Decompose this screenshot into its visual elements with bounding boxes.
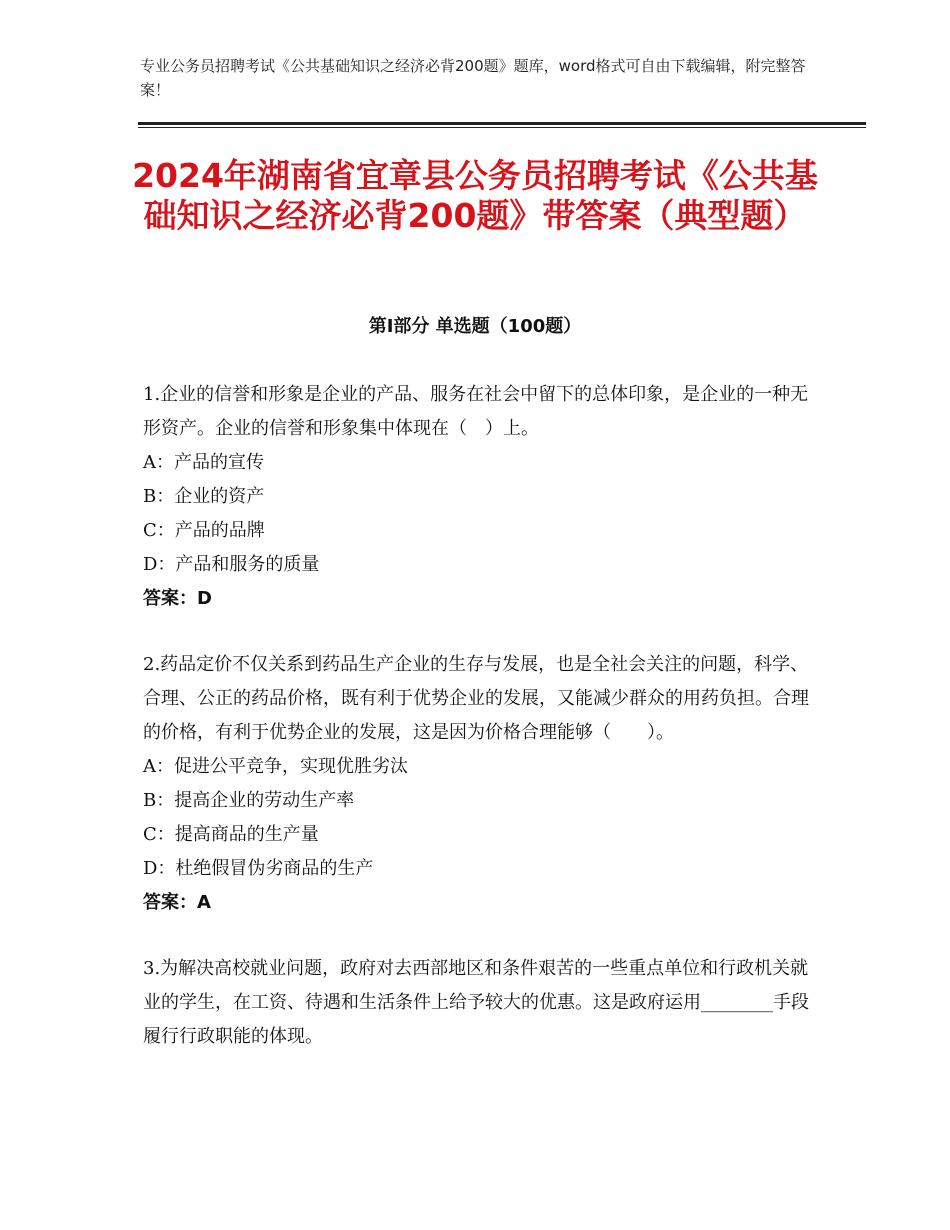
document-title: 2024年湖南省宜章县公务员招聘考试《公共基础知识之经济必背200题》带答案（典型题） (132, 156, 818, 235)
question-3 (143, 952, 813, 1054)
option-c: C：产品的品牌 (143, 520, 265, 541)
header-note: 专业公务员招聘考试《公共基础知识之经济必背200题》题库，word格式可自由下载编辑，附完整答案！ (140, 57, 806, 99)
question-2 (143, 648, 813, 920)
section-title: 第Ⅰ部分 单选题（100题） (368, 316, 582, 337)
answer: 答案：A (143, 892, 211, 913)
option-a: A：产品的宣传 (143, 452, 264, 473)
option-a: A：促进公平竞争，实现优胜劣汰 (143, 756, 408, 777)
answer: 答案：D (143, 588, 212, 609)
question-stem: 2.药品定价不仅关系到药品生产企业的生存与发展，也是全社会关注的问题，科学、合理、公正的药品价格，既有利于优势企业的发展，又能减少群众的用药负担。合理的价格，有利于优势企业的发展，这是因为价格合理能够（ ）。 (143, 654, 809, 743)
question-stem: 1.企业的信誉和形象是企业的产品、服务在社会中留下的总体印象，是企业的一种无形资产。企业的信誉和形象集中体现在（ ）上。 (143, 384, 809, 439)
question-list (143, 378, 813, 1086)
option-b: B：提高企业的劳动生产率 (143, 790, 355, 811)
option-d: D：杜绝假冒伪劣商品的生产 (143, 858, 374, 879)
question-1 (143, 378, 813, 616)
option-d: D：产品和服务的质量 (143, 554, 320, 575)
option-c: C：提高商品的生产量 (143, 824, 319, 845)
question-stem: 3.为解决高校就业问题，政府对去西部地区和条件艰苦的一些重点单位和行政机关就业的学生，在工资、待遇和生活条件上给予较大的优惠。这是政府运用________手段履行行政职能的体现。 (143, 958, 809, 1047)
option-b: B：企业的资产 (143, 486, 265, 507)
header-rule-thin (138, 127, 866, 128)
header-rule-thick (138, 122, 866, 125)
